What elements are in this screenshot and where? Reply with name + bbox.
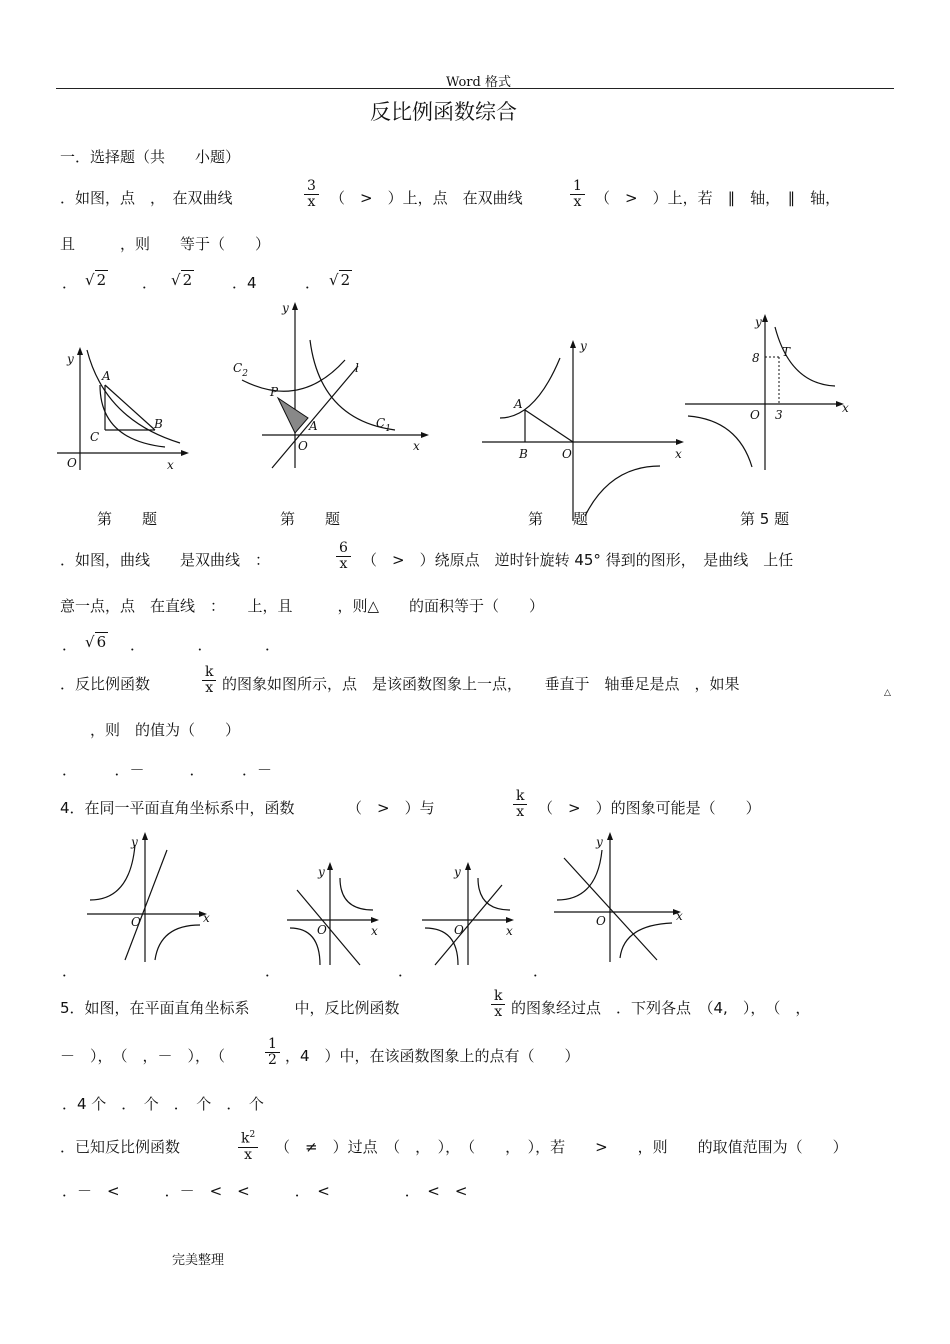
q4b-line: [297, 890, 360, 965]
q4c-x-arrow: [506, 917, 514, 923]
q4-dot-b: ．: [265, 962, 281, 980]
q4-dot-d: ．: [533, 962, 549, 980]
q1-opt-a-radicand: 2: [96, 271, 107, 289]
q4b-curve-1: [340, 878, 373, 910]
fig3-label-y: y: [580, 339, 587, 353]
q1-frac1-num: 3: [304, 179, 319, 195]
q4d-label-o: O: [596, 914, 606, 928]
fig2-label-o: O: [298, 439, 308, 453]
q3-frac-den: x: [205, 680, 214, 696]
fig1-label-o: O: [67, 456, 77, 470]
fig3-curve-left: [500, 358, 560, 418]
figure-q5: [680, 312, 860, 472]
q2-opt-a-radicand: 6: [96, 633, 107, 651]
q4b-label-o: O: [317, 923, 327, 937]
q2-frac-den: x: [339, 556, 348, 572]
fig4-curve-left: [688, 416, 752, 467]
q4d-label-x: x: [676, 909, 683, 923]
q4c-label-y: y: [454, 865, 461, 879]
q1-opt-d-sqrt: √ 2: [329, 271, 351, 289]
q6-frac-den: x: [244, 1146, 253, 1163]
fig3-label-o: O: [562, 447, 572, 461]
q4d-y-arrow: [607, 832, 613, 840]
q1-opt-a: ．: [62, 274, 78, 292]
q2-line-2: 意一点，点 在直线 ： 上，且 ，则△ 的面积等于（ ）: [60, 597, 545, 615]
q1-opt-d: ．: [305, 274, 321, 292]
q1-opt-c: ．4: [232, 274, 257, 292]
q1-line-2: 且 ，则 等于（ ）: [60, 235, 271, 253]
q3-triangle: △: [884, 688, 891, 698]
q4b-label-x: x: [371, 924, 378, 938]
q2-frac-num: 6: [336, 541, 351, 557]
fig3-curve-right: [585, 466, 660, 516]
q4-dot-c: ．: [398, 962, 414, 980]
fig3-label-a: A: [514, 397, 523, 411]
figure-q2: [230, 300, 430, 470]
fig4-label-8: 8: [752, 351, 760, 365]
fig1-label-y: y: [67, 352, 74, 366]
q3-fraction: [202, 665, 216, 696]
q1-frac2-num: 1: [570, 179, 585, 195]
q2-opt-a-sqrt: √ 6: [85, 633, 107, 651]
q5-text-d: ，4 ）中，在该函数图象上的点有（ ）: [285, 1047, 580, 1065]
q3-text-b: 的图象如图所示，点 是该函数图象上一点， 垂直于 轴垂足是点 ，如果: [222, 675, 740, 693]
q1-opt-d-radicand: 2: [340, 271, 351, 289]
q4-graph-a: [85, 830, 215, 965]
q1-frac1-den: x: [307, 194, 316, 210]
q4a-curve-2: [155, 925, 200, 960]
q1-fraction-1: [304, 179, 319, 210]
fig2-label-c2: $C_2$: [233, 361, 248, 379]
q1-opt-a-sqrt: √ 2: [85, 271, 107, 289]
q1-text-a: ．如图，点 ， 在双曲线: [60, 189, 233, 207]
fig-caption-4: 第 5 题: [740, 510, 790, 528]
fig2-label-x: x: [413, 439, 420, 453]
fig4-y-arrow: [762, 314, 768, 322]
q3-line-2: ，则 的值为（ ）: [90, 721, 241, 739]
fig4-label-y: y: [755, 315, 762, 329]
q5-options: ．4 个 ． 个 ． 个 ． 个: [62, 1095, 264, 1113]
q1-text-b: （ > ）上，点 在双曲线: [330, 189, 523, 207]
q4-frac-den: x: [516, 804, 525, 820]
fig1-label-c: C: [90, 430, 100, 444]
fig2-label-p: P: [270, 385, 279, 399]
q4b-y-arrow: [327, 862, 333, 870]
q3-text-a: ．反比例函数: [60, 675, 151, 693]
q1-frac2-den: x: [573, 194, 582, 210]
fig2-shaded-triangle: [278, 398, 308, 433]
q2-text-a: ．如图，曲线 是双曲线 ：: [60, 551, 271, 569]
q4c-label-x: x: [506, 924, 513, 938]
q5-half-num: 1: [265, 1037, 280, 1053]
fig1-label-x: x: [167, 458, 174, 472]
fig2-x-arrow: [421, 432, 429, 438]
fig4-label-t: T: [782, 345, 791, 359]
q4-dot-a: ．: [62, 962, 78, 980]
fig4-label-3: 3: [775, 408, 783, 422]
fig2-line-l: [272, 366, 358, 468]
fig3-label-x: x: [675, 447, 682, 461]
q1-text-c: （ > ）上，若 ∥ 轴， ∥ 轴，: [595, 189, 841, 207]
fig1-curve-inner: [100, 385, 165, 447]
fig-caption-1: 第 题: [97, 510, 158, 528]
q6-text-b: （ ≠ ）过点 （ ， ）， （ ， ），若 > ，则 的取值范围为（ ）: [275, 1138, 848, 1156]
fig1-y-arrow: [77, 347, 83, 355]
q4c-y-arrow: [465, 862, 471, 870]
q1-opt-b-sqrt: √ 2: [171, 271, 193, 289]
q4d-label-y: y: [596, 835, 603, 849]
q4b-x-arrow: [371, 917, 379, 923]
q4a-label-o: O: [131, 915, 141, 929]
q1-fraction-2: [570, 179, 585, 210]
q5-frac-den: x: [494, 1004, 503, 1020]
q1-opt-b: ．: [142, 274, 158, 292]
fig3-segment-ao: [525, 410, 573, 442]
header-rule: [56, 88, 894, 89]
fig3-y-arrow: [570, 340, 576, 348]
q4b-curve-2: [290, 928, 320, 965]
q2-text-b: （ > ）绕原点 逆时针旋转 45° 得到的图形， 是曲线 上任: [362, 551, 794, 569]
q6-options: ．－ < ．－ < < ． < ． < <: [62, 1182, 468, 1200]
fig2-label-l: l: [355, 361, 359, 375]
page-title: 反比例函数综合: [370, 100, 517, 124]
fig2-y-arrow: [292, 302, 298, 310]
q4a-curve-1: [90, 845, 135, 900]
figure-q3: [480, 338, 690, 523]
q5-half-fraction: [265, 1037, 280, 1068]
section-heading: 一．选择题（共 小题）: [60, 148, 241, 166]
q4-fraction: [513, 789, 527, 820]
q5-text-b: 的图象经过点 ．下列各点 （4, ）， （ ，: [511, 999, 811, 1017]
fig1-x-arrow: [181, 450, 189, 456]
q4a-y-arrow: [142, 832, 148, 840]
q5-frac-num: k: [491, 989, 505, 1005]
q2-opt-rest: ． ． ．: [130, 636, 281, 654]
q4b-label-y: y: [318, 865, 325, 879]
q6-text-a: ．已知反比例函数: [60, 1138, 181, 1156]
page-footer: 完美整理: [172, 1253, 225, 1268]
fig2-curve-c2: [242, 360, 345, 391]
q5-fraction: [491, 989, 505, 1020]
q5-text-a: 5．如图，在平面直角坐标系 中，反比例函数: [60, 999, 400, 1017]
q5-half-den: 2: [268, 1052, 277, 1068]
q6-frac-k: k: [241, 1130, 250, 1147]
q4-text-b: （ > ）的图象可能是（ ）: [538, 799, 761, 817]
q6-frac-num: [238, 1128, 258, 1148]
page-header: Word 格式: [446, 75, 511, 90]
q4-frac-num: k: [513, 789, 527, 805]
q4-graph-c: [420, 860, 520, 970]
fig4-label-o: O: [750, 408, 760, 422]
fig3-label-b: B: [519, 447, 528, 461]
q3-options: ． ．－ ． ．－: [62, 761, 273, 779]
q4a-label-y: y: [131, 835, 138, 849]
fig1-label-b: B: [154, 417, 163, 431]
fig2-label-a: A: [309, 419, 318, 433]
q3-frac-num: k: [202, 665, 216, 681]
q6-fraction: [238, 1128, 258, 1163]
q4-graph-d: [552, 830, 687, 965]
fig1-label-a: A: [102, 369, 111, 383]
q2-fraction: [336, 541, 351, 572]
fig-caption-3: 第 题: [528, 510, 589, 528]
q4-graph-b: [285, 860, 385, 970]
fig2-label-c1: $C_1$: [376, 416, 391, 434]
figure-q1: [55, 345, 195, 475]
fig2-label-y: y: [282, 301, 289, 315]
q1-opt-b-radicand: 2: [182, 271, 193, 289]
fig4-label-x: x: [842, 401, 849, 415]
q4a-label-x: x: [203, 911, 210, 925]
q6-frac-sup: 2: [249, 1130, 256, 1140]
q4c-label-o: O: [454, 923, 464, 937]
q4-text-a: 4．在同一平面直角坐标系中，函数 （ > ）与: [60, 799, 435, 817]
q5-text-c: － ）， （ ，－ ）， （: [60, 1047, 226, 1065]
q2-opt-a: ．: [62, 636, 78, 654]
fig-caption-2: 第 题: [280, 510, 341, 528]
